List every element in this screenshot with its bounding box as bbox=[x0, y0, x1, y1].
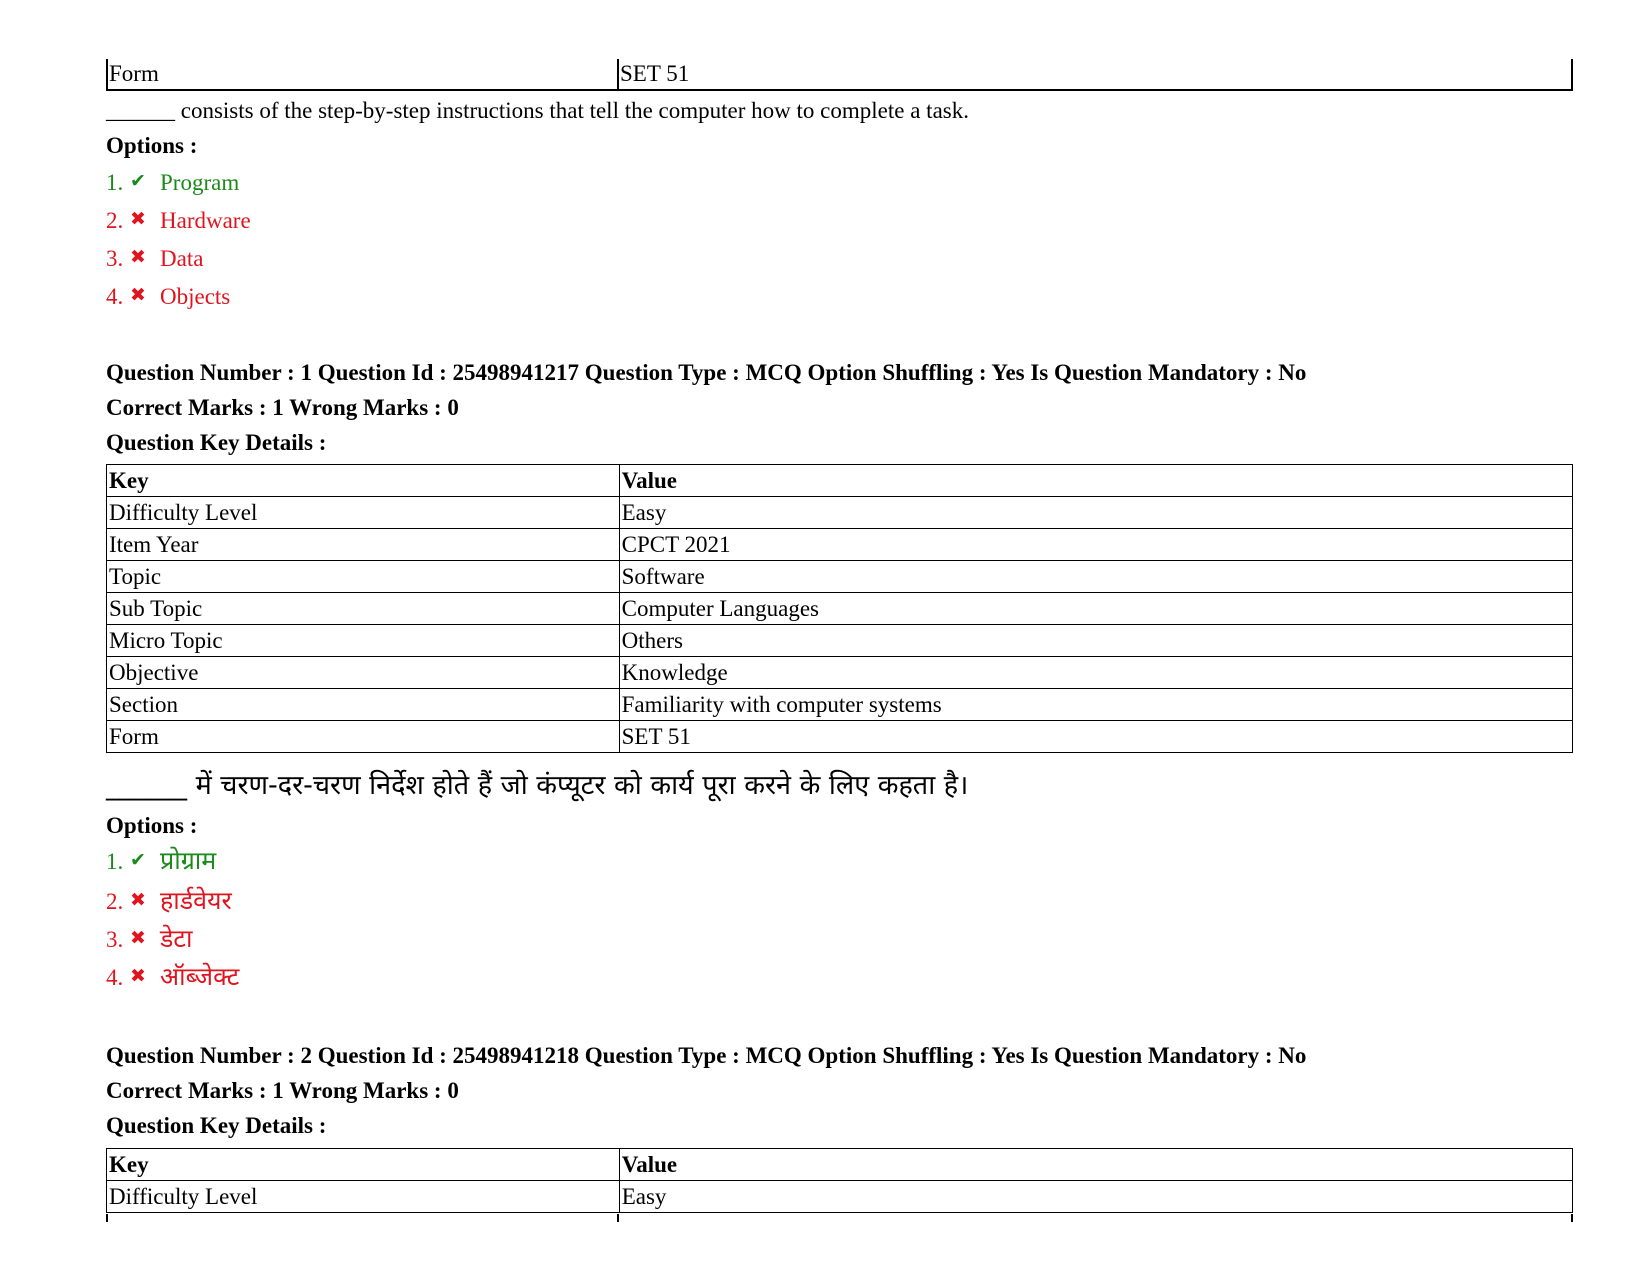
table-cell-value: SET 51 bbox=[619, 721, 1572, 753]
table-cell-value: Familiarity with computer systems bbox=[619, 689, 1572, 721]
table-row bbox=[107, 721, 1573, 753]
key-details-table bbox=[106, 464, 1573, 753]
option-number: 1. bbox=[106, 849, 124, 874]
option-2 bbox=[106, 886, 232, 917]
option-number: 4. bbox=[106, 965, 124, 990]
option-label: Objects bbox=[160, 284, 231, 309]
cross-icon: ✖ bbox=[130, 890, 146, 911]
top-table-value: SET 51 bbox=[620, 61, 690, 86]
marks-line: Correct Marks : 1 Wrong Marks : 0 bbox=[106, 1078, 459, 1103]
top-table-bottom-border bbox=[106, 89, 1573, 91]
option-number: 3. bbox=[106, 246, 124, 271]
option-3 bbox=[106, 924, 192, 955]
table-row bbox=[107, 1181, 1573, 1213]
table-cell-value: Software bbox=[619, 561, 1572, 593]
table-cell-key: Section bbox=[107, 689, 620, 721]
table-cell-value: Easy bbox=[619, 497, 1572, 529]
table-header-key: Key bbox=[107, 465, 620, 497]
key-details-table bbox=[106, 1148, 1573, 1213]
table-cell-key: Item Year bbox=[107, 529, 620, 561]
question-header: Question Number : 2 Question Id : 25498941218 Question Type : MCQ Option Shuffling : Yes Is Question Mandatory : No bbox=[106, 1043, 1307, 1068]
top-table-left-border bbox=[106, 59, 108, 91]
table-cell-key: Form bbox=[107, 721, 620, 753]
marks-line: Correct Marks : 1 Wrong Marks : 0 bbox=[106, 395, 459, 420]
option-label: Hardware bbox=[160, 208, 251, 233]
option-label: हार्डवेयर bbox=[160, 886, 232, 915]
table-continuation-right bbox=[1571, 1214, 1573, 1222]
table-header-key: Key bbox=[107, 1149, 620, 1181]
table-row bbox=[107, 593, 1573, 625]
option-number: 2. bbox=[106, 889, 124, 914]
option-label: प्रोग्राम bbox=[160, 846, 217, 875]
cross-icon: ✖ bbox=[130, 928, 146, 949]
table-continuation-left bbox=[106, 1214, 108, 1222]
top-table-key: Form bbox=[109, 61, 159, 86]
top-table-mid-border bbox=[617, 59, 619, 91]
table-row bbox=[107, 657, 1573, 689]
key-details-label: Question Key Details : bbox=[106, 430, 327, 455]
check-icon: ✔ bbox=[130, 171, 146, 192]
option-3 bbox=[106, 243, 203, 274]
top-table-fragment bbox=[106, 59, 1573, 91]
table-cell-value: CPCT 2021 bbox=[619, 529, 1572, 561]
table-header-row bbox=[107, 1149, 1573, 1181]
table-header-value: Value bbox=[619, 465, 1572, 497]
cross-icon: ✖ bbox=[130, 247, 146, 268]
option-label: ऑब्जेक्ट bbox=[160, 962, 240, 991]
option-number: 3. bbox=[106, 927, 124, 952]
options-label: Options : bbox=[106, 813, 198, 838]
question-text-english: ______ consists of the step-by-step instructions that tell the computer how to complete a task. bbox=[106, 98, 969, 123]
table-cell-value: Others bbox=[619, 625, 1572, 657]
table-row bbox=[107, 529, 1573, 561]
table-header-value: Value bbox=[619, 1149, 1572, 1181]
table-cell-key: Difficulty Level bbox=[107, 497, 620, 529]
table-continuation-mid bbox=[617, 1214, 619, 1222]
option-4 bbox=[106, 281, 230, 312]
check-icon: ✔ bbox=[130, 850, 146, 871]
table-cell-value: Easy bbox=[619, 1181, 1572, 1213]
option-number: 4. bbox=[106, 284, 124, 309]
cross-icon: ✖ bbox=[130, 209, 146, 230]
table-row bbox=[107, 561, 1573, 593]
table-row bbox=[107, 689, 1573, 721]
table-cell-value: Computer Languages bbox=[619, 593, 1572, 625]
option-2 bbox=[106, 205, 251, 236]
option-label: डेटा bbox=[160, 924, 193, 953]
option-1 bbox=[106, 167, 239, 198]
table-row bbox=[107, 497, 1573, 529]
table-cell-value: Knowledge bbox=[619, 657, 1572, 689]
table-row bbox=[107, 625, 1573, 657]
option-label: Data bbox=[160, 246, 204, 271]
top-table-right-border bbox=[1571, 59, 1573, 91]
option-number: 1. bbox=[106, 170, 124, 195]
option-1 bbox=[106, 846, 216, 877]
question-header: Question Number : 1 Question Id : 25498941217 Question Type : MCQ Option Shuffling : Yes Is Question Mandatory : No bbox=[106, 360, 1307, 385]
question-text-hindi: ______ में चरण-दर-चरण निर्देश होते हैं जो कंप्यूटर को कार्य पूरा करने के लिए कहता है। bbox=[106, 770, 969, 801]
table-cell-key: Objective bbox=[107, 657, 620, 689]
option-4 bbox=[106, 962, 239, 993]
table-cell-key: Micro Topic bbox=[107, 625, 620, 657]
table-cell-key: Sub Topic bbox=[107, 593, 620, 625]
option-number: 2. bbox=[106, 208, 124, 233]
table-header-row bbox=[107, 465, 1573, 497]
cross-icon: ✖ bbox=[130, 285, 146, 306]
table-cell-key: Topic bbox=[107, 561, 620, 593]
options-label: Options : bbox=[106, 133, 198, 158]
option-label: Program bbox=[160, 170, 240, 195]
table-cell-key: Difficulty Level bbox=[107, 1181, 620, 1213]
cross-icon: ✖ bbox=[130, 966, 146, 987]
key-details-label: Question Key Details : bbox=[106, 1113, 327, 1138]
